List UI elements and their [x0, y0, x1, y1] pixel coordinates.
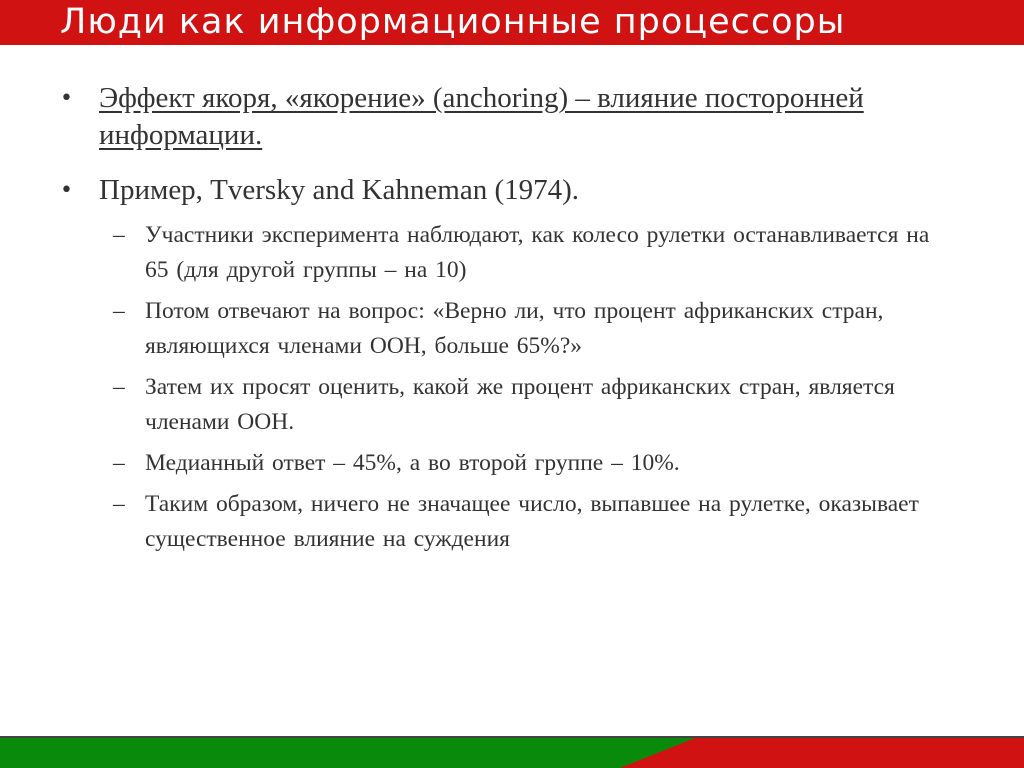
dash-marker: –	[113, 222, 125, 248]
slide-title: Люди как информационные процессоры	[60, 2, 846, 42]
title-bar	[0, 0, 1024, 45]
slide-content	[60, 80, 960, 563]
subitem-text: Таким образом, ничего не значащее число, выпавшее на рулетке, оказывает существенное влияние на суждения	[145, 491, 919, 552]
bullet-text: Эффект якоря, «якорение» (anchoring) – влияние посторонней информации.	[99, 82, 864, 151]
subitem-text: Участники эксперимента наблюдают, как колесо рулетки останавливается на 65 (для другой группы – на 10)	[145, 222, 930, 283]
subitem-conclusion	[60, 487, 960, 557]
subitem-text: Медианный ответ – 45%, а во второй группе – 10%.	[145, 450, 680, 476]
bullet-text: Пример, Tversky and Kahneman (1974).	[99, 174, 580, 206]
dash-marker: –	[113, 450, 125, 476]
bullet-anchoring-effect	[60, 80, 960, 154]
subitem-text: Потом отвечают на вопрос: «Верно ли, что процент африканских стран, являющихся членами ООН, больше 65%?»	[145, 298, 884, 359]
subitem-median	[60, 446, 960, 481]
dash-marker: –	[113, 491, 125, 517]
bullet-example	[60, 172, 960, 209]
subitem-text: Затем их просят оценить, какой же процент африканских стран, является членами ООН.	[145, 374, 895, 435]
dash-marker: –	[113, 374, 125, 400]
bullet-marker: •	[60, 86, 73, 111]
dash-marker: –	[113, 298, 125, 324]
subitem-question	[60, 294, 960, 364]
bullet-marker: •	[60, 178, 73, 203]
subitem-estimate	[60, 370, 960, 440]
subitem-roulette	[60, 218, 960, 288]
